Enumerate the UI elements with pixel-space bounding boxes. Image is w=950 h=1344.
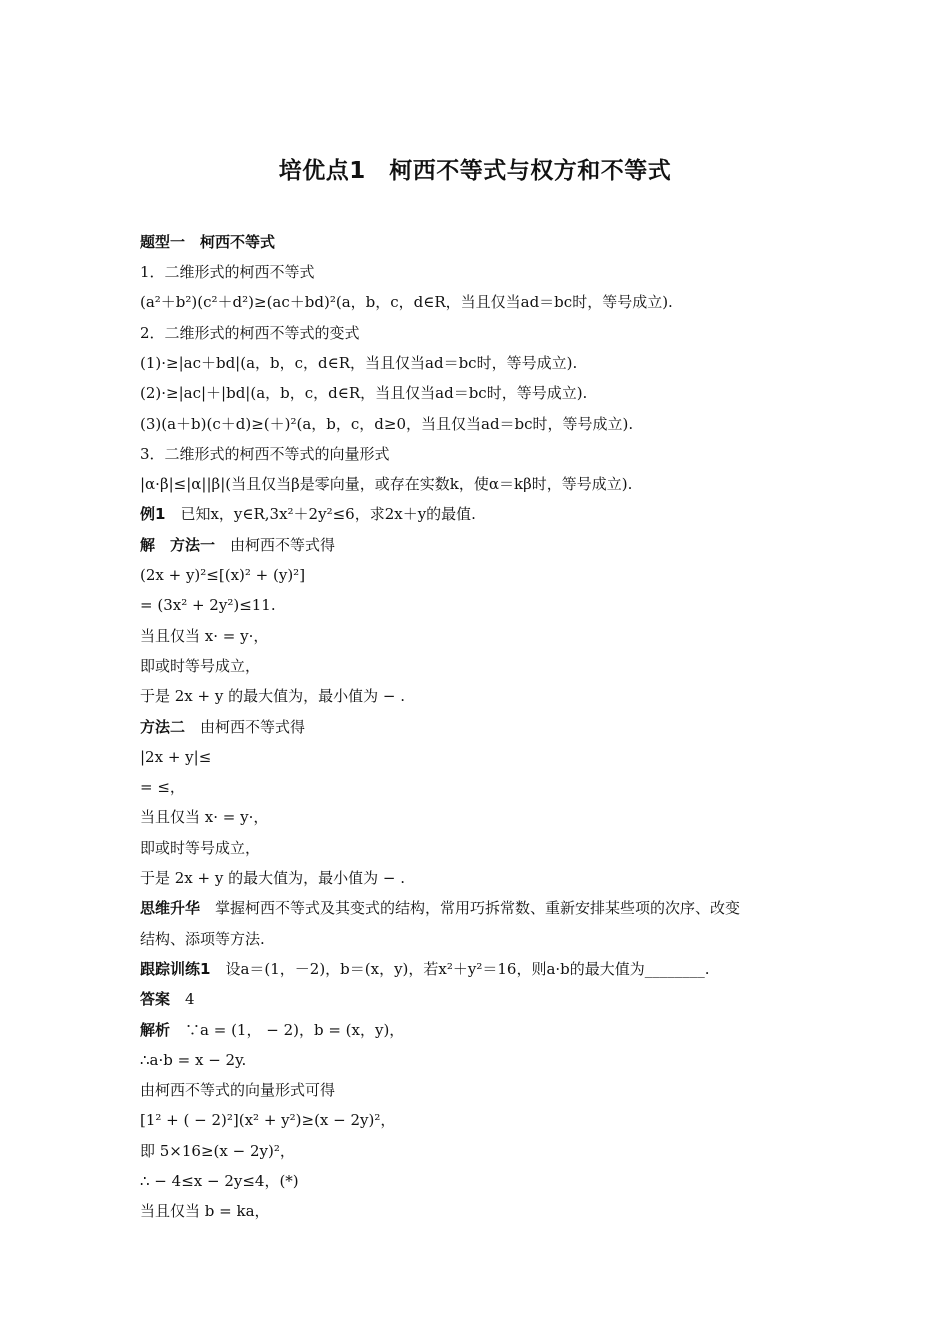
line-text: 掌握柯西不等式及其变式的结构，常用巧拆常数、重新安排某些项的次序、改变 [200, 899, 741, 918]
line-text: (a²＋b²)(c²＋d²)≥(ac＋bd)²(a，b，c，d∈R，当且仅当ad＝bc时，等号成立). [140, 293, 673, 312]
text-line [140, 776, 820, 798]
text-line [140, 1140, 820, 1162]
line-label: 思维升华 [140, 899, 201, 918]
line-text: 即 5×16≥(x − 2y)²， [140, 1141, 295, 1160]
text-line [140, 928, 820, 950]
line-text: ∵a = (1， − 2)，b = (x，y)， [170, 1020, 405, 1039]
line-text: 由柯西不等式得 [185, 717, 306, 736]
line-text: 当且仅当 x· = y·， [140, 626, 269, 645]
line-text: 2．二维形式的柯西不等式的变式 [140, 323, 360, 342]
line-text: 结构、添项等方法. [140, 929, 265, 948]
line-label: 方法二 [140, 717, 186, 736]
text-line [140, 1019, 820, 1041]
line-text: (3)(a＋b)(c＋d)≥(＋)²(a，b，c，d≥0，当且仅当ad＝bc时，等号成立). [140, 414, 634, 433]
text-line [140, 322, 820, 344]
text-line [140, 1170, 820, 1192]
line-label: 解析 [140, 1020, 171, 1039]
text-line [140, 1109, 820, 1131]
line-text: [1² + ( − 2)²](x² + y²)≥(x − 2y)²， [140, 1111, 396, 1130]
line-text: 1．二维形式的柯西不等式 [140, 263, 315, 281]
text-line [140, 1200, 820, 1222]
text-line [140, 291, 820, 313]
line-text: 即或时等号成立， [140, 656, 261, 675]
text-line [140, 988, 820, 1010]
line-text: = (3x² + 2y²)≤11. [140, 596, 276, 615]
line-text: = ≤， [140, 778, 185, 797]
line-text: |α·β|≤|α||β|(当且仅当β是零向量，或存在实数k，使α＝kβ时，等号成立). [140, 475, 633, 494]
text-line [140, 746, 820, 768]
text-line [140, 594, 820, 616]
line-text: ∴a·b = x − 2y. [140, 1050, 247, 1069]
line-text: 3．二维形式的柯西不等式的向量形式 [140, 444, 390, 463]
line-label: 跟踪训练1 [140, 959, 211, 978]
line-text: 4 [170, 990, 195, 1009]
text-line [140, 473, 820, 495]
line-text: 已知x，y∈R,3x²＋2y²≤6，求2x＋y的最值. [165, 505, 476, 524]
text-line [140, 867, 820, 889]
line-label: 例1 [140, 505, 166, 524]
line-label: 答案 [140, 990, 171, 1009]
line-text: 当且仅当 x· = y·， [140, 808, 269, 827]
text-line [140, 806, 820, 828]
line-text: (2)·≥|ac|＋|bd|(a，b，c，d∈R，当且仅当ad＝bc时，等号成立). [140, 384, 588, 403]
text-line [140, 261, 820, 283]
line-text: 即或时等号成立， [140, 838, 261, 857]
text-line [140, 1049, 820, 1071]
text-line [140, 564, 820, 586]
section-heading: 题型一 柯西不等式 [140, 233, 276, 251]
text-line [140, 382, 820, 404]
text-line [140, 534, 820, 556]
text-line [140, 716, 820, 738]
line-text: |2x + y|≤ [140, 747, 212, 766]
line-text: 当且仅当 b = ka， [140, 1202, 270, 1221]
text-line [140, 1079, 820, 1101]
line-text: (2x + y)²≤[(x)² + (y)²] [140, 566, 306, 584]
line-label: 解 方法一 [140, 535, 216, 554]
text-line [140, 413, 820, 435]
page-title: 培优点1 柯西不等式与权方和不等式 [278, 158, 672, 184]
line-text: 于是 2x + y 的最大值为，最小值为 − . [140, 869, 405, 887]
text-line [140, 837, 820, 859]
line-text: (1)·≥|ac＋bd|(a，b，c，d∈R，当且仅当ad＝bc时，等号成立). [140, 353, 578, 372]
text-line [140, 655, 820, 677]
text-line [140, 625, 820, 647]
line-text: 由柯西不等式的向量形式可得 [140, 1081, 336, 1100]
line-text: 设a＝(1，－2)，b＝(x，y)，若x²＋y²＝16，则a·b的最大值为________. [210, 959, 710, 978]
line-text: ∴ − 4≤x − 2y≤4，(*) [140, 1172, 299, 1190]
text-line [140, 958, 820, 980]
text-line [140, 685, 820, 707]
text-line [140, 443, 820, 465]
line-text: 由柯西不等式得 [215, 535, 336, 554]
text-line [140, 352, 820, 374]
text-line [140, 503, 820, 525]
text-line [140, 897, 820, 919]
line-text: 于是 2x + y 的最大值为，最小值为 − . [140, 687, 405, 706]
